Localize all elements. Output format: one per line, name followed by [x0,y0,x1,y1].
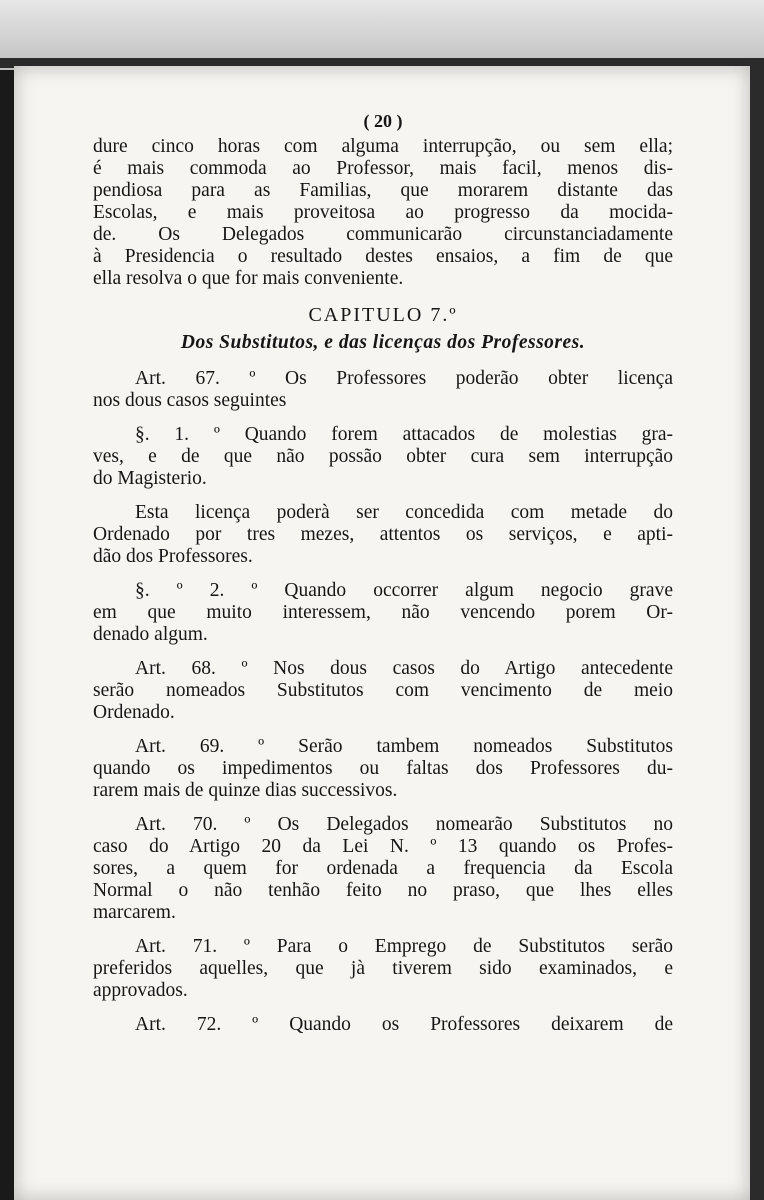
text-line: Art. 70. º Os Delegados nomearão Substitutos no [135,814,673,835]
text-line: sores, a quem for ordenada a frequencia da Escola [93,858,673,879]
text-line: §. º 2. º Quando occorrer algum negocio grave [135,580,673,601]
text-line: à Presidencia o resultado destes ensaios, a fim de que [93,246,673,267]
text-line: Art. 71. º Para o Emprego de Substitutos serão [135,936,673,957]
chapter-subtitle: Dos Substitutos, e das licenças dos Professores. [180,332,586,353]
article-69 [93,736,673,802]
text-line: Art. 69. º Serão tambem nomeados Substitutos [135,736,673,757]
text-line: preferidos aquelles, que jà tiverem sido examinados, e [93,958,673,979]
text-line: ves, e de que não possão obter cura sem interrupção [93,446,673,467]
text-line: de. Os Delegados communicarão circunstanciadamente [93,224,673,245]
text-line: é mais commoda ao Professor, mais facil, menos dis- [93,158,673,179]
page-text-column [93,110,673,1048]
text-line: dão dos Professores. [93,546,253,567]
text-line: Esta licença poderà ser concedida com metade do [135,502,673,523]
intro-paragraph [93,136,673,290]
article-67-paragraph-1 [93,424,673,490]
text-line: Ordenado. [93,702,175,723]
text-line: nos dous casos seguintes [93,390,287,411]
text-line: Art. 72. º Quando os Professores deixarem de [135,1014,673,1035]
text-line: ella resolva o que for mais conveniente. [93,268,404,289]
text-line: caso do Artigo 20 da Lei N. º 13 quando os Profes- [93,836,673,857]
article-67 [93,368,673,412]
scan-right-edge [748,60,764,1200]
page-number: ( 20 ) [363,111,403,131]
text-line: §. 1. º Quando forem attacados de molestias gra- [135,424,673,445]
text-line: Art. 67. º Os Professores poderão obter licença [135,368,673,389]
text-line: Art. 68. º Nos dous casos do Artigo antecedente [135,658,673,679]
text-line: denado algum. [93,624,208,645]
article-67-paragraph-2 [93,580,673,646]
text-line: Escolas, e mais proveitosa ao progresso da mocida- [93,202,673,223]
text-line: approvados. [93,980,188,1001]
text-line: quando os impedimentos ou faltas dos Professores du- [93,758,673,779]
text-line: dure cinco horas com alguma interrupção, ou sem ella; [93,136,673,157]
article-71 [93,936,673,1002]
article-68 [93,658,673,724]
text-line: do Magisterio. [93,468,207,489]
text-line: rarem mais de quinze dias successivos. [93,780,398,801]
article-72 [93,1014,673,1036]
text-line: em que muito interessem, não vencendo porem Or- [93,602,673,623]
chapter-heading: CAPITULO 7.º [308,304,458,326]
text-line: Ordenado por tres mezes, attentos os serviços, e apti- [93,524,673,545]
article-70 [93,814,673,924]
article-67-note [93,502,673,568]
text-line: marcarem. [93,902,176,923]
text-line: serão nomeados Substitutos com vencimento de meio [93,680,673,701]
text-line: pendiosa para as Familias, que morarem distante das [93,180,673,201]
book-page [14,66,750,1200]
text-line: Normal o não tenhão feito no praso, que lhes elles [93,880,673,901]
